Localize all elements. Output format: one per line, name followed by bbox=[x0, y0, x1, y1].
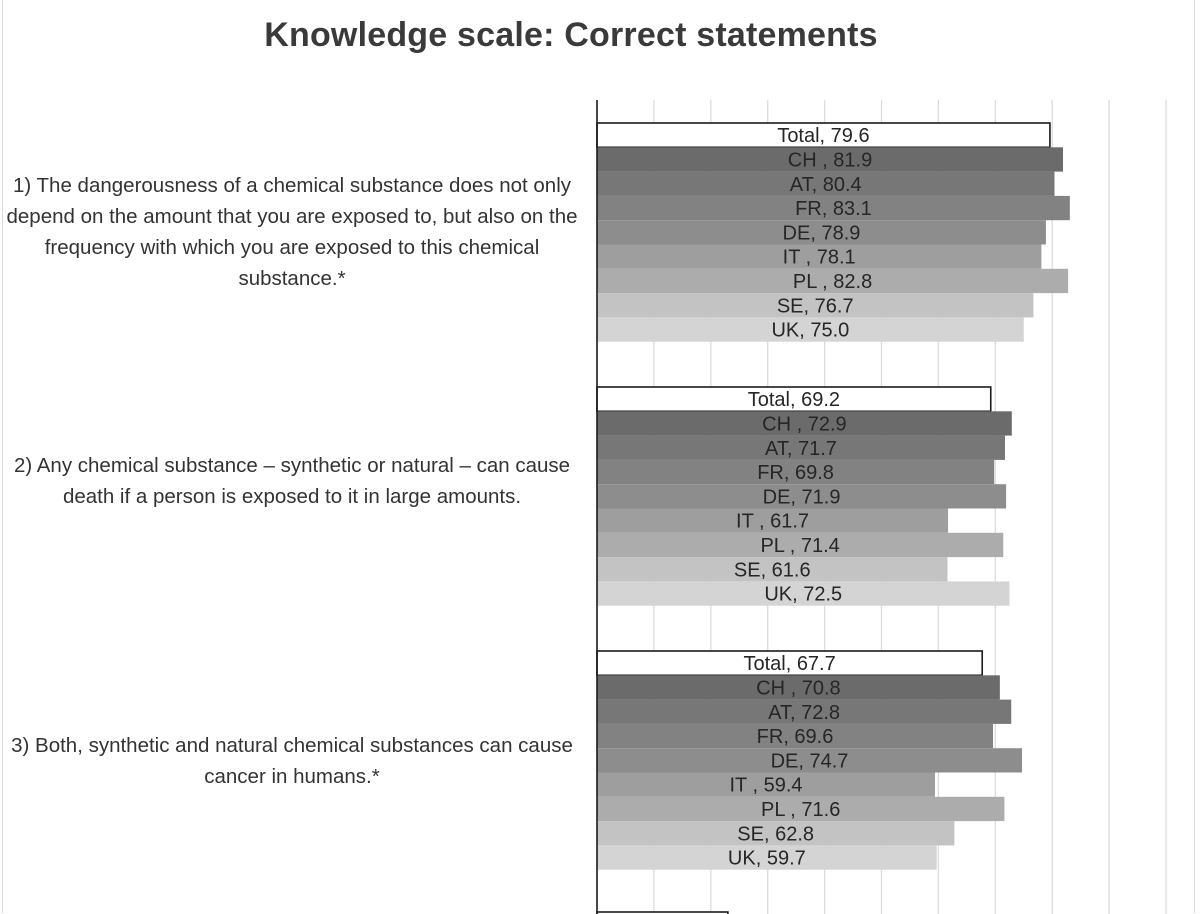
data-label-pl-1: PL , 82.8 bbox=[792, 270, 873, 293]
data-label-fr-2: FR, 69.8 bbox=[757, 462, 834, 485]
bars bbox=[597, 123, 1070, 914]
data-label-se-2: SE, 61.6 bbox=[733, 559, 811, 582]
data-label-it-2: IT , 61.7 bbox=[736, 510, 810, 533]
bar-group-2 bbox=[597, 387, 1012, 606]
data-label-total-2: Total, 69.2 bbox=[747, 389, 841, 412]
data-label-total-1: Total, 79.6 bbox=[777, 125, 870, 148]
data-label-ch-3: CH , 70.8 bbox=[756, 677, 841, 700]
data-label-ch-2: CH , 72.9 bbox=[762, 413, 847, 436]
data-label-uk-3: UK, 59.7 bbox=[727, 847, 806, 870]
category-label-1: 1) The dangerousness of a chemical substance does not only depend on the amount that you are exposed to, but also on the frequency with which you are exposed to this chemical substance.* bbox=[6, 174, 578, 290]
data-label-pl-3: PL , 71.6 bbox=[761, 798, 841, 821]
chart-title: Knowledge scale: Correct statements bbox=[264, 16, 878, 54]
data-label-se-3: SE, 62.8 bbox=[737, 823, 815, 846]
data-label-it-1: IT , 78.1 bbox=[782, 246, 856, 269]
bar-group-1 bbox=[597, 123, 1070, 342]
category-label-2: 2) Any chemical substance – synthetic or natural – can cause death if a person is exposed to it in large amounts. bbox=[13, 454, 571, 508]
data-label-pl-2: PL , 71.4 bbox=[760, 534, 840, 557]
data-label-de-1: DE, 78.9 bbox=[782, 222, 861, 245]
data-label-at-3: AT, 72.8 bbox=[768, 701, 841, 724]
data-label-de-2: DE, 71.9 bbox=[762, 486, 841, 509]
bar-group-3 bbox=[597, 651, 1022, 870]
data-label-fr-3: FR, 69.6 bbox=[756, 726, 834, 749]
category-label-3: 3) Both, synthetic and natural chemical substances can cause cancer in humans.* bbox=[11, 734, 573, 788]
data-label-fr-1: FR, 83.1 bbox=[795, 198, 872, 221]
data-label-at-2: AT, 71.7 bbox=[765, 437, 837, 460]
data-label-de-3: DE, 74.7 bbox=[770, 750, 849, 773]
data-label-total-3: Total, 67.7 bbox=[743, 653, 836, 676]
data-label-at-1: AT, 80.4 bbox=[789, 173, 862, 196]
data-label-it-3: IT , 59.4 bbox=[729, 774, 803, 797]
data-label-uk-2: UK, 72.5 bbox=[764, 583, 843, 606]
data-label-se-1: SE, 76.7 bbox=[776, 295, 854, 318]
data-label-uk-1: UK, 75.0 bbox=[771, 319, 850, 342]
data-label-ch-1: CH , 81.9 bbox=[787, 149, 873, 172]
